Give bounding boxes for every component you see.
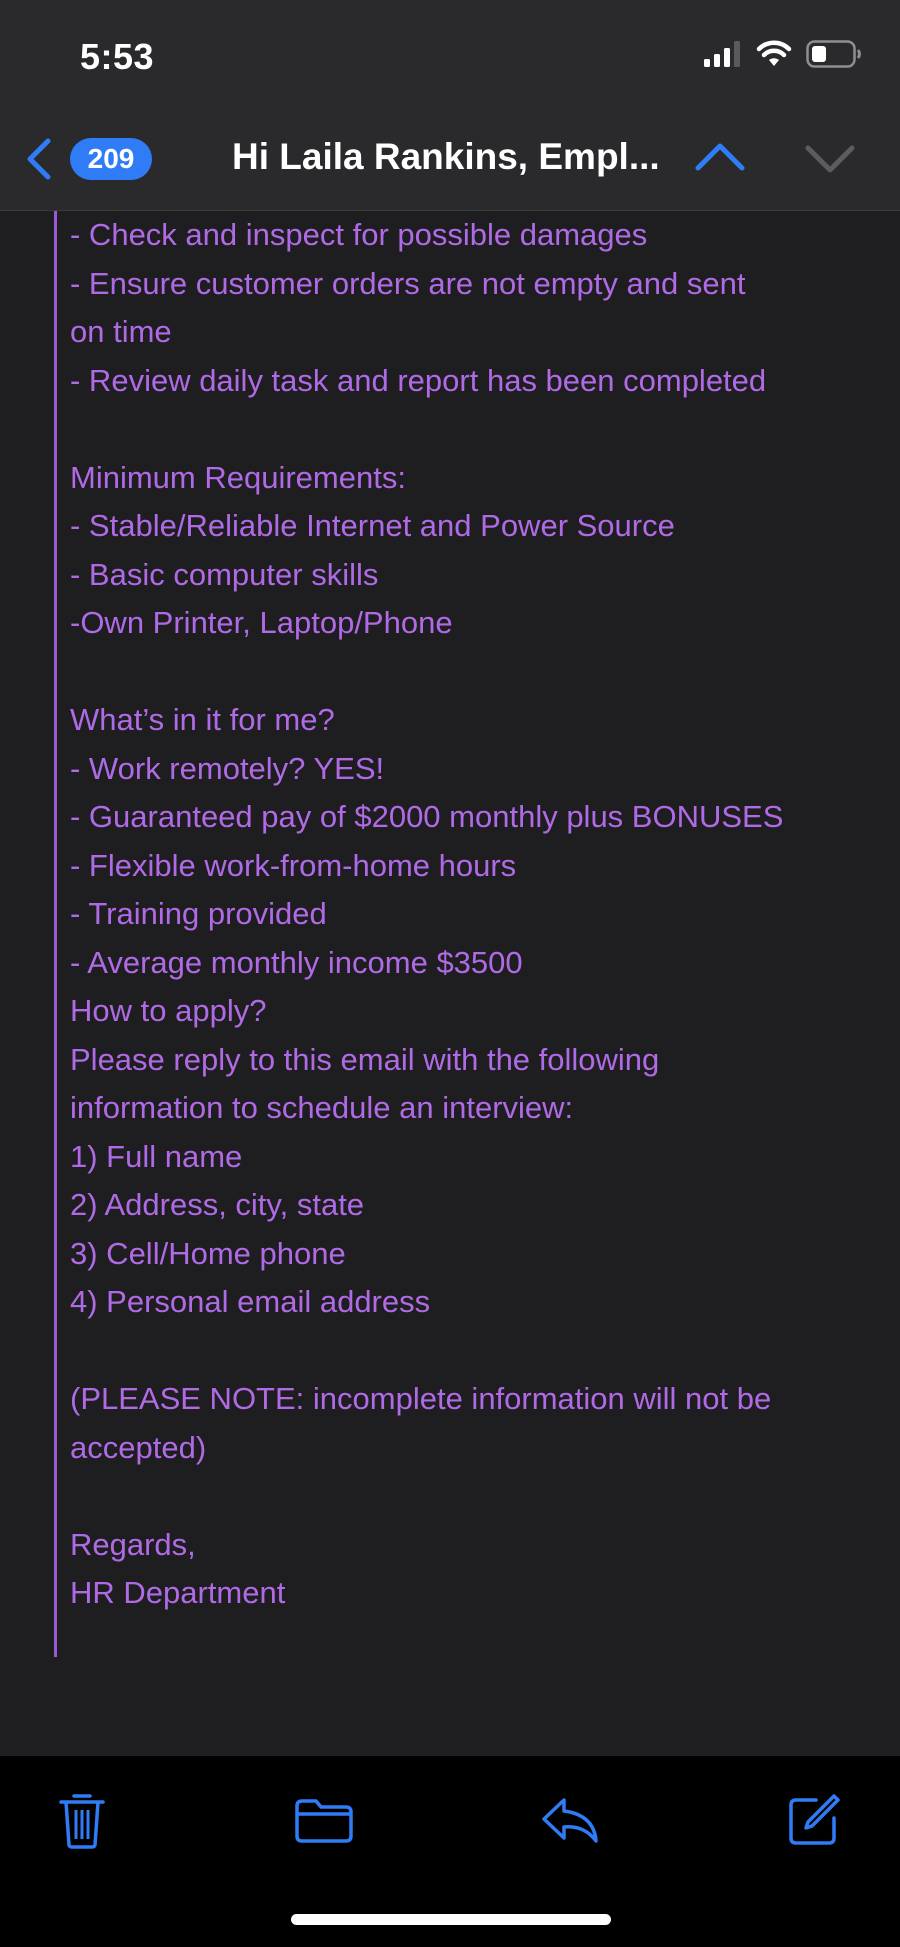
bottom-toolbar <box>0 1756 900 1947</box>
email-line: - Check and inspect for possible damages <box>70 217 648 252</box>
email-line: - Ensure customer orders are not empty and sent <box>70 265 746 301</box>
compose-button[interactable] <box>782 1788 846 1852</box>
email-subject: Hi Laila Rankins, Empl... <box>232 136 660 177</box>
nav-bar <box>0 128 900 190</box>
email-line: Regards, <box>70 1526 196 1562</box>
email-line: 3) Cell/Home phone <box>70 1235 346 1271</box>
cellular-signal-icon <box>704 41 742 72</box>
blank-line <box>70 405 870 454</box>
unread-count-badge[interactable]: 209 <box>70 138 152 180</box>
blank-line <box>70 648 870 697</box>
email-line: accepted) <box>70 1429 207 1465</box>
email-line: - Training provided <box>70 896 327 931</box>
status-time: 5:53 <box>80 36 155 77</box>
chevron-left-icon <box>24 137 52 181</box>
trash-icon <box>58 1790 106 1850</box>
folder-icon <box>294 1796 354 1844</box>
email-body[interactable] <box>0 211 900 1756</box>
email-line: - Flexible work-from-home hours <box>70 847 517 883</box>
email-line: - Basic computer skills <box>70 556 379 592</box>
status-icons <box>704 40 862 73</box>
quote-bar <box>54 211 57 1657</box>
email-line: 1) Full name <box>70 1138 243 1174</box>
email-line: Minimum Requirements: <box>70 459 406 495</box>
email-line: What’s in it for me? <box>70 702 335 737</box>
email-line: - Average monthly income $3500 <box>70 944 523 980</box>
email-line: 2) Address, city, state <box>70 1187 365 1222</box>
move-to-folder-button[interactable] <box>292 1788 356 1852</box>
email-line: HR Department <box>70 1575 286 1610</box>
reply-icon <box>540 1795 600 1845</box>
compose-icon <box>786 1792 842 1848</box>
blank-line <box>70 1327 870 1376</box>
next-message-button[interactable] <box>804 136 856 180</box>
email-line: - Work remotely? YES! <box>70 750 385 786</box>
email-text <box>70 211 870 1618</box>
blank-line <box>70 1472 870 1521</box>
email-line: -Own Printer, Laptop/Phone <box>70 605 453 640</box>
wifi-icon <box>756 40 792 73</box>
email-line: - Stable/Reliable Internet and Power Source <box>70 508 675 543</box>
home-indicator[interactable] <box>291 1914 611 1925</box>
email-line: on time <box>70 314 172 349</box>
chevron-up-icon <box>694 136 746 180</box>
header <box>0 0 900 211</box>
email-line: (PLEASE NOTE: incomplete information will not be <box>70 1381 772 1416</box>
email-line: - Review daily task and report has been completed <box>70 362 767 398</box>
chevron-down-icon <box>804 136 856 180</box>
email-line: Please reply to this email with the following <box>70 1041 660 1077</box>
back-button[interactable] <box>18 134 58 184</box>
email-line: information to schedule an interview: <box>70 1090 574 1125</box>
email-line: - Guaranteed pay of $2000 monthly plus BONUSES <box>70 799 784 834</box>
email-line: 4) Personal email address <box>70 1284 431 1319</box>
trash-button[interactable] <box>50 1788 114 1852</box>
previous-message-button[interactable] <box>694 136 746 180</box>
reply-button[interactable] <box>538 1788 602 1852</box>
email-line: How to apply? <box>70 993 267 1028</box>
battery-icon <box>806 40 862 73</box>
